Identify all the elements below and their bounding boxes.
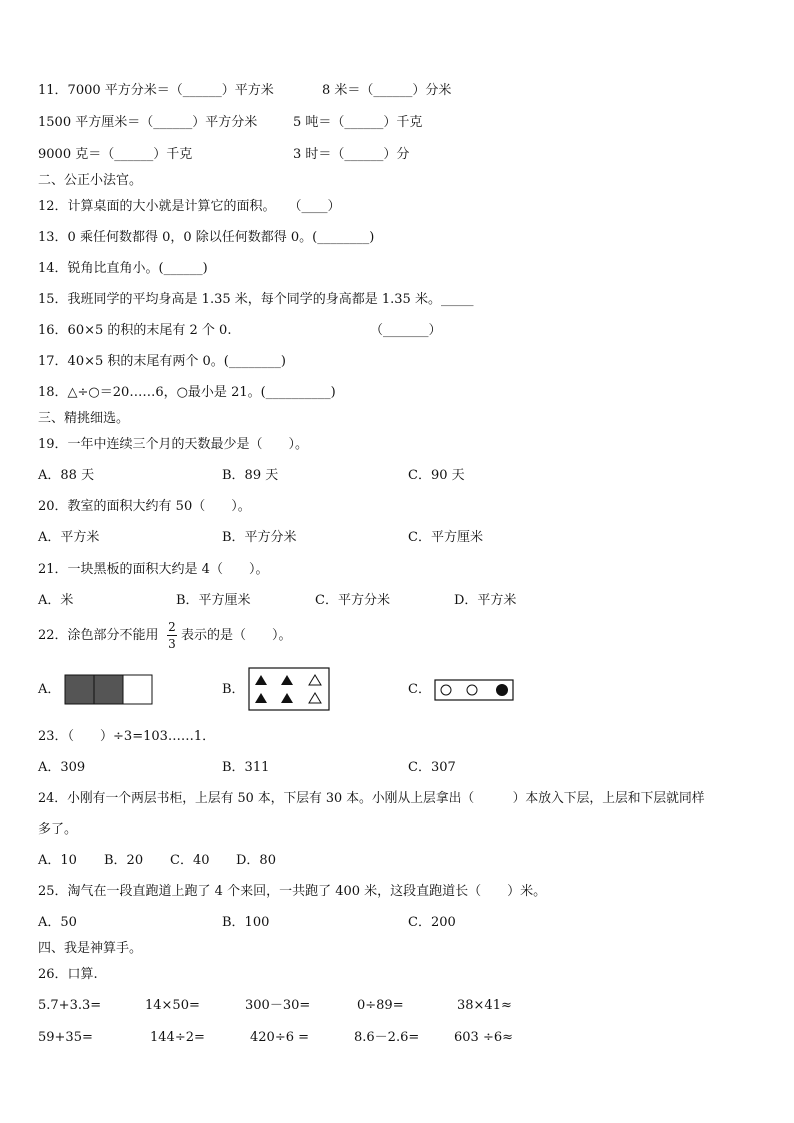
fraction-numerator: 2 (168, 620, 176, 634)
q24-option-d: D．80 (236, 853, 276, 868)
q11-line3-right: 3 时＝（______）分 (293, 147, 410, 162)
q19-option-c: C．90 天 (408, 468, 465, 483)
fraction-bar (167, 635, 177, 636)
calc-item: 603 ÷6≈ (454, 1030, 514, 1045)
q25-option-c: C．200 (408, 915, 456, 930)
calc-item: 5.7+3.3= (38, 998, 102, 1013)
calc-item: 300－30= (245, 998, 311, 1013)
calc-item: 144÷2= (150, 1030, 205, 1045)
calc-item: 59+35= (38, 1030, 93, 1045)
question-21: 21．一块黑板的面积大约是 4（ ）。 (38, 562, 269, 577)
question-18: 18．△÷○＝20……6，○最小是 21。(__________) (38, 385, 336, 400)
question-12: 12．计算桌面的大小就是计算它的面积。 （____） (38, 199, 341, 214)
question-16-blank: （_______） (370, 323, 442, 338)
q24-option-c: C．40 (170, 853, 210, 868)
q25-option-b: B．100 (222, 915, 270, 930)
q23-option-b: B．311 (222, 760, 270, 775)
q11-line1-right: 8 米＝（______）分米 (322, 83, 452, 98)
q22-option-a: A． (38, 682, 61, 697)
q23-option-a: A．309 (38, 760, 86, 775)
q22-stem-pre: 22．涂色部分不能用 (38, 628, 159, 643)
question-14: 14．锐角比直角小。(______) (38, 261, 208, 276)
question-24-line1: 24．小刚有一个两层书柜，上层有 50 本，下层有 30 本。小刚从上层拿出（ ）本放入下层，上层和下层就同样 (38, 791, 705, 806)
q21-option-b: B．平方厘米 (176, 593, 251, 608)
q11-line2-left: 1500 平方厘米＝（______）平方分米 (38, 115, 258, 130)
calc-item: 38×41≈ (457, 998, 512, 1013)
question-26: 26．口算. (38, 967, 98, 982)
question-23: 23．（ ）÷3=103……1． (38, 729, 216, 744)
question-13: 13．0 乘任何数都得 0，0 除以任何数都得 0。(________) (38, 230, 375, 245)
q24-option-a: A．10 (38, 853, 77, 868)
q11-line1-left: 11．7000 平方分米＝（______）平方米 (38, 83, 274, 98)
q22-option-b: B． (222, 682, 245, 697)
shaded-cell-1 (65, 675, 94, 704)
q23-option-c: C．307 (408, 760, 456, 775)
section-2-heading: 二、公正小法官。 (38, 173, 143, 188)
q22-figure-c-circles (434, 679, 514, 701)
question-16: 16．60×5 的积的末尾有 2 个 0. (38, 323, 232, 338)
section-4-heading: 四、我是神算手。 (38, 941, 143, 956)
q24-option-b: B．20 (104, 853, 144, 868)
q19-option-b: B．89 天 (222, 468, 279, 483)
question-20: 20．教室的面积大约有 50（ ）。 (38, 499, 251, 514)
triangles-frame (249, 668, 329, 710)
q21-option-c: C．平方分米 (315, 593, 390, 608)
q22-stem-post: 表示的是（ ）。 (181, 628, 292, 643)
question-19: 19．一年中连续三个月的天数最少是（ ）。 (38, 437, 309, 452)
q21-option-a: A．米 (38, 593, 74, 608)
q19-option-a: A．88 天 (38, 468, 95, 483)
calc-item: 0÷89= (357, 998, 404, 1013)
q22-option-c: C． (408, 682, 431, 697)
q21-option-d: D．平方米 (454, 593, 517, 608)
calc-item: 14×50= (145, 998, 200, 1013)
question-15: 15．我班同学的平均身高是 1.35 米，每个同学的身高都是 1.35 米。_____ (38, 292, 474, 307)
filled-circle-icon (497, 685, 508, 696)
q22-fraction (166, 620, 178, 654)
q20-option-b: B．平方分米 (222, 530, 297, 545)
calc-item: 8.6－2.6= (354, 1030, 420, 1045)
shaded-cell-2 (94, 675, 123, 704)
section-3-heading: 三、精挑细选。 (38, 411, 130, 426)
question-24-line2: 多了。 (38, 822, 78, 837)
calc-item: 420÷6 = (250, 1030, 310, 1045)
question-25: 25．淘气在一段直跑道上跑了 4 个来回，一共跑了 400 米，这段直跑道长（ ）米。 (38, 884, 547, 899)
q22-figure-a-shaded-bar (64, 674, 154, 706)
fraction-denominator: 3 (168, 637, 176, 651)
question-17: 17．40×5 积的末尾有两个 0。(________) (38, 354, 286, 369)
empty-cell (123, 675, 152, 704)
q25-option-a: A．50 (38, 915, 77, 930)
q22-figure-b-triangles (248, 667, 330, 711)
q20-option-c: C．平方厘米 (408, 530, 483, 545)
q11-line2-right: 5 吨＝（______）千克 (293, 115, 423, 130)
q20-option-a: A．平方米 (38, 530, 100, 545)
q11-line3-left: 9000 克＝（______）千克 (38, 147, 193, 162)
